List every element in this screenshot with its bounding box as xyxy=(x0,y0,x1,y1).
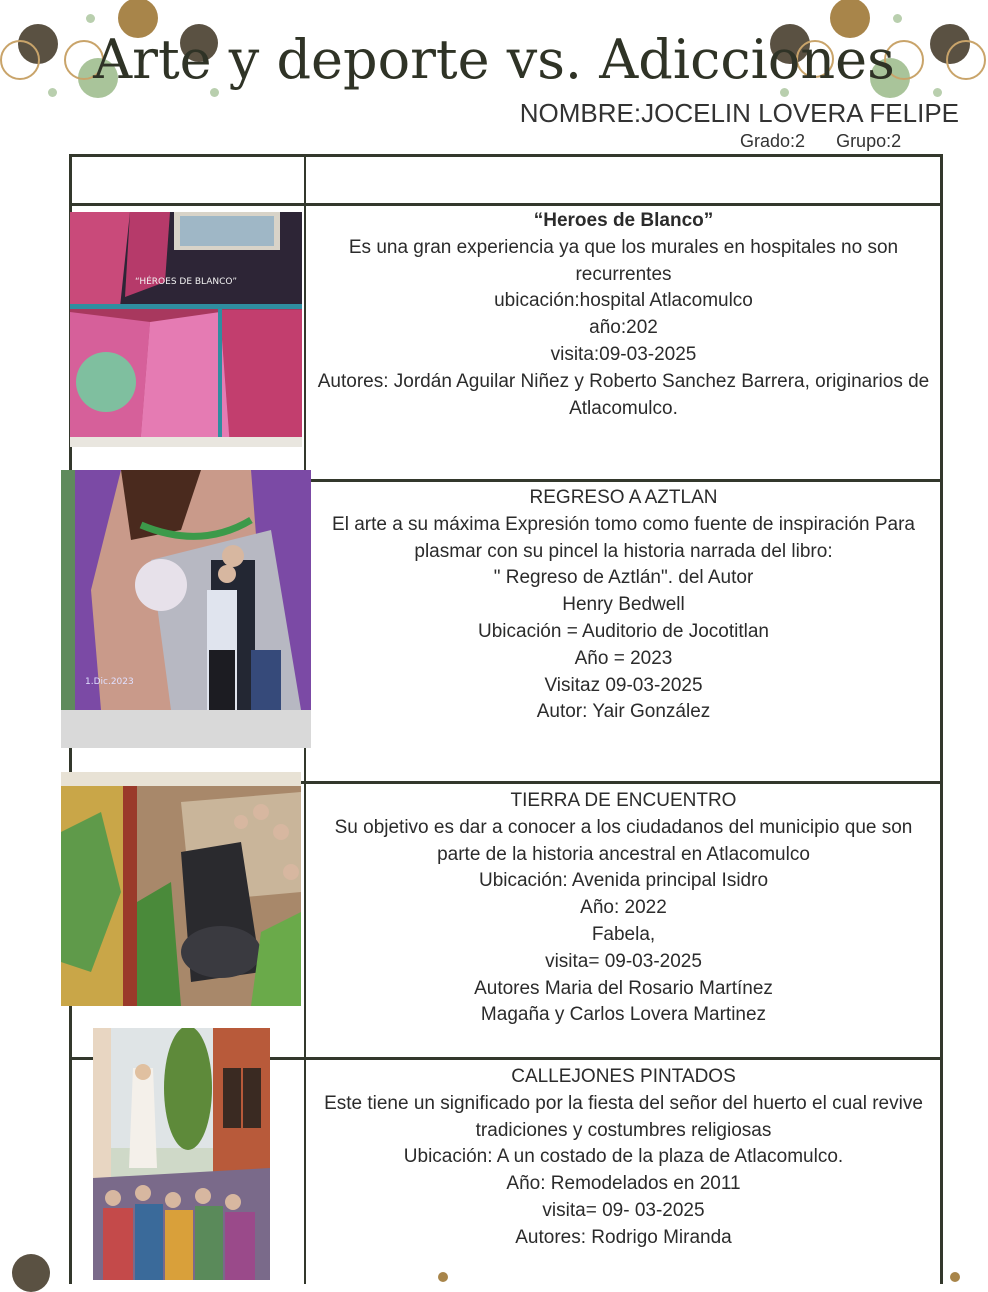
mural-detail: Fabela, xyxy=(591,923,656,945)
mural-title: TIERRA DE ENCUENTRO xyxy=(510,790,737,811)
mural-detail: Es una gran experiencia ya que los murales en hospitales no son recurrentes xyxy=(348,236,899,285)
mural-photo-heroes-de-blanco xyxy=(70,212,302,447)
mural-location: Ubicación: A un costado de la plaza de Atlacomulco. xyxy=(403,1146,844,1168)
mural-authors: Autor: Yair González xyxy=(536,701,711,723)
mural-year: Año: 2022 xyxy=(580,897,667,919)
student-name: NOMBRE:JOCELIN LOVERA FELIPE xyxy=(519,98,959,128)
group-label: Grupo:2 xyxy=(836,131,902,151)
mural-detail: Su objetivo es dar a conocer a los ciudadanos del municipio que son parte de la historia ancestral en Atlacomulco xyxy=(334,816,913,865)
mural-photo-callejones-pintados xyxy=(93,1028,270,1280)
decorative-dot xyxy=(893,14,902,23)
mural-visit: visita= 09-03-2025 xyxy=(545,950,702,972)
mural-photo-label: 1.Dic.2023 xyxy=(85,677,134,687)
mural-description xyxy=(307,208,940,422)
mural-year: Año = 2023 xyxy=(574,647,673,669)
mural-detail: " Regreso de Aztlán". del Autor xyxy=(493,567,754,589)
mural-description xyxy=(307,788,940,1029)
mural-title: “Heroes de Blanco” xyxy=(533,210,714,231)
mural-title: REGRESO A AZTLAN xyxy=(529,487,718,508)
mural-detail: Este tiene un significado por la fiesta del señor del huerto el cual revive tradiciones y costumbres religiosas xyxy=(324,1092,923,1141)
mural-visit: visita:09-03-2025 xyxy=(550,343,697,365)
mural-photo-tierra-de-encuentro xyxy=(61,772,301,1006)
row-divider xyxy=(72,203,940,206)
mural-authors: Autores: Jordán Aguilar Niñez y Roberto Sanchez Barrera, originarios de Atlacomulco. xyxy=(317,370,930,419)
mural-detail: Henry Bedwell xyxy=(562,594,685,616)
mural-location: Ubicación = Auditorio de Jocotitlan xyxy=(478,620,769,642)
mural-visit: visita= 09- 03-2025 xyxy=(542,1199,705,1221)
decorative-circle xyxy=(12,1254,50,1292)
grade-group-line xyxy=(740,131,927,152)
mural-photo-regreso-a-aztlan xyxy=(61,470,311,748)
decorative-circle xyxy=(950,1272,960,1282)
mural-title: CALLEJONES PINTADOS xyxy=(511,1066,736,1087)
page-title: Arte y deporte vs. Adicciones xyxy=(93,28,895,91)
mural-authors: Autores Maria del Rosario Martínez xyxy=(474,977,773,999)
mural-year: Año: Remodelados en 2011 xyxy=(506,1173,741,1195)
decorative-dot xyxy=(86,14,95,23)
mural-visit: Visitaz 09-03-2025 xyxy=(544,674,703,696)
mural-photo-label: “HÉROES DE BLANCO” xyxy=(134,277,238,287)
mural-authors: Autores: Rodrigo Miranda xyxy=(515,1226,732,1248)
mural-description xyxy=(307,485,940,726)
mural-description xyxy=(307,1064,940,1252)
mural-location: Ubicación: Avenida principal Isidro xyxy=(478,870,769,892)
grade-label: Grado:2 xyxy=(740,131,806,151)
mural-year: año:202 xyxy=(589,317,658,339)
mural-detail: El arte a su máxima Expresión tomo como fuente de inspiración Para plasmar con su pincel la historia narrada del libro: xyxy=(332,513,915,562)
mural-authors: Magaña y Carlos Lovera Martinez xyxy=(480,1004,767,1026)
mural-location: ubicación:hospital Atlacomulco xyxy=(494,290,753,312)
